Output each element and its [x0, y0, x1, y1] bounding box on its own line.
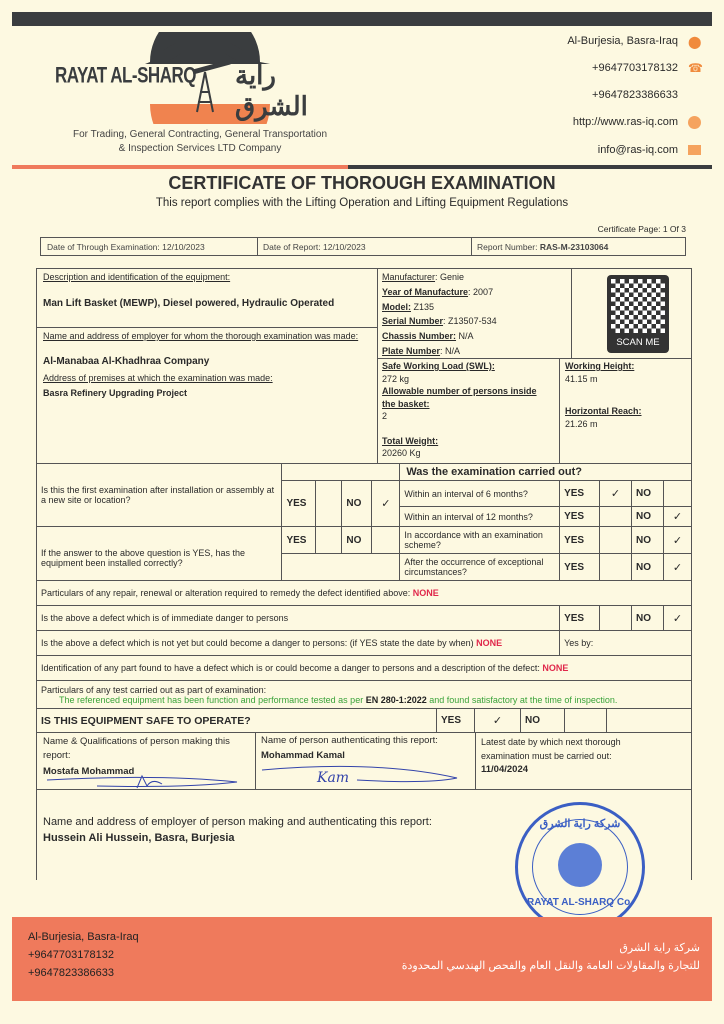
- equipment-block: [36, 268, 692, 464]
- exam-date: Date of Through Examination: 12/10/2023: [47, 242, 205, 252]
- company-stamp: [515, 802, 645, 932]
- footer-ar-1: شركة راية الشرق: [619, 942, 700, 954]
- globe-icon: [688, 116, 701, 129]
- signature-maker: [37, 772, 255, 790]
- maker-name: Mostafa Mohammad: [43, 766, 135, 777]
- next-exam-date: 11/04/2024: [481, 764, 529, 775]
- tagline-line-2: & Inspection Services LTD Company: [118, 143, 282, 154]
- employer2-value: Hussein Ali Hussein, Basra, Burjesia: [43, 832, 235, 844]
- mail-icon: [688, 145, 701, 155]
- location-pin-icon: ⬤: [688, 35, 702, 49]
- qr-pattern-icon: [611, 279, 665, 333]
- stamp-ar: شركة راية الشرق: [539, 818, 621, 830]
- safe-table: IS THIS EQUIPMENT SAFE TO OPERATE? YES ✓ NO: [36, 708, 692, 733]
- check-icon[interactable]: ✓: [663, 507, 691, 527]
- certificate-page: Certificate Page: 1 Of 3: [597, 224, 686, 234]
- auth-name: Mohammad Kamal: [261, 750, 345, 761]
- report-date: Date of Report: 12/10/2023: [263, 242, 366, 252]
- employer2-label: Name and address of employer of person making and authenticating this report:: [43, 816, 432, 828]
- question-installed: If the answer to the above question is YES, has the equipment been installed correctly?: [37, 527, 282, 581]
- gear-icon: [558, 843, 602, 887]
- check-icon[interactable]: ✓: [663, 606, 691, 631]
- specs: Manufacturer: Genie Year of Manufacture: 2007 Model: Z135 Serial Number: Z13507-534 Chassis Number: N/A Plate Number: N/A: [382, 272, 497, 356]
- exam-table: Is this the first examination after installation or assembly at a new site or location? Was the examination carried out? YES NO ✓ Within an interval of 6 months? YES ✓ NO Within an interval of 12 months? YES NO ✓ If the answer to the above question is YES, has the equipment been installed correctly? YES NO In accordance with an examination scheme? YES NO ✓ After the occurrence of exceptional circumstances? YES NO ✓ Particulars of any repair, renewal or alteration required to remedy the defect identified above: NONE Is the above a defect which is of immediate danger to persons YES NO ✓ Is the above a defect which is not yet but could become a danger to persons: (if YES state the date by when) NONE Yes by: Identification of any part found to have a defect which is or could become a danger to persons and a description of the defect: NONE Particulars of any test carried out as part of examination: The referenced equipment has been function and performance tested as per EN 280-1:2022 and found satisfactory at the time of inspection.: [36, 463, 692, 709]
- check-icon[interactable]: ✓: [475, 709, 521, 733]
- employer-value: Al-Manabaa Al-Khadhraa Company: [43, 356, 210, 367]
- qr-label: SCAN ME: [616, 337, 660, 348]
- qr-code[interactable]: [607, 275, 669, 353]
- footer-address: Al-Burjesia, Basra-Iraq: [28, 931, 139, 943]
- contact-phone-2: +9647823386633: [592, 89, 678, 101]
- footer-ar-2: للتجارة والمقاولات العامة والنقل العام والفحص الهندسي المحدودة: [401, 960, 700, 972]
- desc-value: Man Lift Basket (MEWP), Diesel powered, Hydraulic Operated: [43, 298, 335, 309]
- footer-phone-1: +9647703178132: [28, 949, 114, 961]
- height-specs: Working Height: 41.15 m Horizontal Reach: 21.26 m: [565, 361, 642, 429]
- stamp-en: RAYAT AL-SHARQ Co.: [527, 897, 633, 908]
- future-danger-row: Is the above a defect which is not yet but could become a danger to persons: (if YES state the date by when) NONE: [37, 631, 560, 656]
- contact-phone-1: +9647703178132: [592, 62, 678, 74]
- contact-email[interactable]: info@ras-iq.com: [597, 144, 678, 156]
- employer-label: Name and address of employer for whom the thorough examination was made:: [43, 331, 359, 341]
- maker-label: Name & Qualifications of person making this report:: [43, 736, 230, 761]
- premises-value: Basra Refinery Upgrading Project: [43, 388, 188, 398]
- safe-question: IS THIS EQUIPMENT SAFE TO OPERATE?: [37, 709, 437, 733]
- signature-auth: Kam: [317, 770, 350, 786]
- repair-row: Particulars of any repair, renewal or alteration required to remedy the defect identified above: NONE: [37, 581, 692, 606]
- contact-address: Al-Burjesia, Basra-Iraq: [567, 35, 678, 47]
- check-icon[interactable]: ✓: [372, 481, 400, 527]
- subtitle: This report complies with the Lifting Operation and Lifting Equipment Regulations: [155, 197, 569, 209]
- logo-text-ar: راية الشرق: [235, 60, 308, 121]
- auth-label: Name of person authenticating this report:: [261, 735, 438, 746]
- next-exam-label: Latest date by which next thorough examination must be carried out:: [481, 737, 621, 761]
- tests-row: Particulars of any test carried out as part of examination: The referenced equipment has been function and performance tested as per EN 280-1:2022 and found satisfactory at the time of inspection.: [37, 681, 692, 709]
- premises-label: Address of premises at which the examination was made:: [43, 373, 273, 383]
- persons-block: [36, 732, 692, 790]
- check-icon[interactable]: ✓: [663, 527, 691, 554]
- load-specs: Safe Working Load (SWL): 272 kg Allowable number of persons inside the basket: 2 Total Weight: 20260 Kg: [382, 361, 537, 458]
- top-bar: [12, 12, 712, 26]
- check-icon[interactable]: ✓: [600, 481, 632, 507]
- footer-phone-2: +9647823386633: [28, 967, 114, 979]
- dates-row: [40, 237, 686, 256]
- desc-label: Description and identification of the equipment:: [43, 272, 231, 282]
- divider-orange: [12, 165, 348, 169]
- contact-website[interactable]: http://www.ras-iq.com: [572, 116, 678, 128]
- logo: [55, 32, 350, 124]
- tagline-line-1: For Trading, General Contracting, General Transportation: [72, 129, 328, 140]
- page-title: CERTIFICATE OF THOROUGH EXAMINATION: [168, 173, 556, 193]
- footer: [12, 917, 712, 1001]
- logo-text-en: RAYAT AL-SHARQ: [55, 63, 196, 88]
- identification-row: Identification of any part found to have a defect which is or could become a danger to persons and a description of the defect: NONE: [37, 656, 692, 681]
- tagline: [40, 128, 360, 156]
- report-number: Report Number: RAS-M-23103064: [477, 242, 609, 252]
- question-first-exam: Is this the first examination after installation or assembly at a new site or location?: [37, 464, 282, 527]
- check-icon[interactable]: ✓: [663, 554, 691, 581]
- divider-dark: [348, 165, 712, 169]
- phone-icon: ☎: [688, 61, 703, 75]
- immediate-danger-row: Is the above a defect which is of immediate danger to persons: [37, 606, 560, 631]
- exam-header: Was the examination carried out?: [400, 464, 692, 481]
